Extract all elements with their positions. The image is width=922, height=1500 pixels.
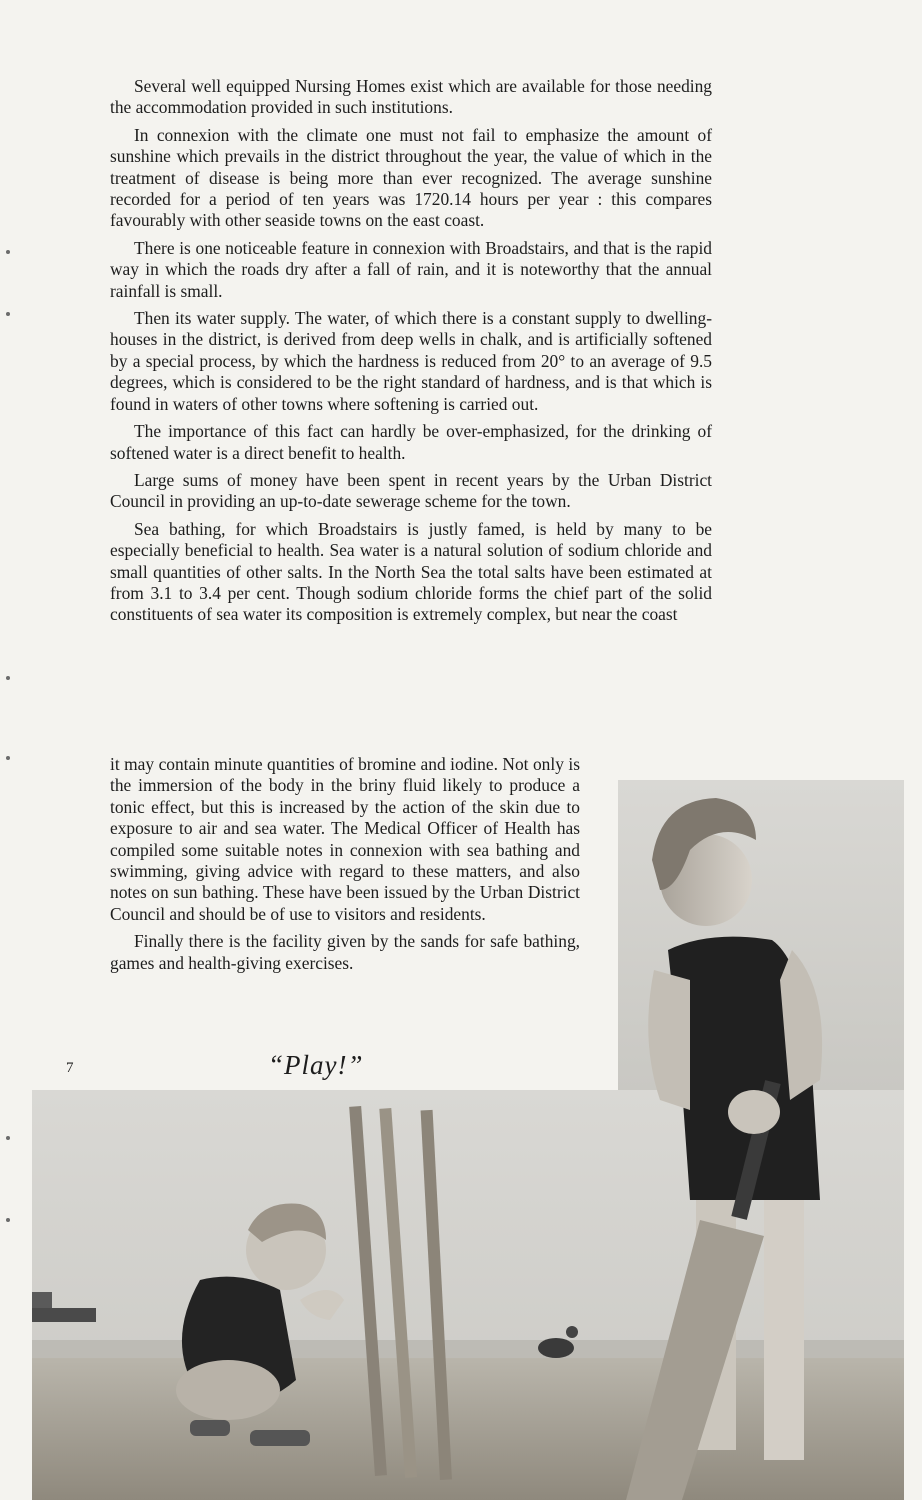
paragraph-nursing-homes: Several well equipped Nursing Homes exist which are available for those needing the accommodation provided in such institutions.	[110, 76, 712, 118]
body-text-continued	[110, 754, 580, 980]
paragraph-sea-bathing-continued: it may contain minute quantities of bromine and iodine. Not only is the immersion of the body in the briny fluid likely to produce a tonic effect, but this is increased by the action of the skin due to exposure to air and sea water. The Medical Officer of Health has compiled some suitable notes in connexion with sea bathing and swimming, giving advice with regard to these matters, and also notes on sun bathing. These have been issued by the Urban District Council and should be of use to visitors and residents.	[110, 754, 580, 924]
paragraph-softened-water: The importance of this fact can hardly be over-emphasized, for the drinking of softened water is a direct benefit to health.	[110, 421, 712, 463]
margin-mark	[6, 676, 10, 680]
paragraph-climate: In connexion with the climate one must not fail to emphasize the amount of sunshine which prevails in the district throughout the year, the value of which in the treatment of disease is being more than ever recognized. The average sunshine recorded for a period of ten years was 1720.14 hours per year : this compares favourably with other seaside towns on the east coast.	[110, 124, 712, 231]
page-number: 7	[66, 1060, 74, 1076]
paragraph-roads: There is one noticeable feature in connexion with Broadstairs, and that is the rapid way in which the roads dry after a fall of rain, and it is noteworthy that the annual rainfall is small.	[110, 237, 712, 301]
photo-caption: “Play!”	[268, 1050, 364, 1080]
margin-mark	[6, 312, 10, 316]
body-text	[110, 76, 712, 632]
paragraph-sewerage: Large sums of money have been spent in recent years by the Urban District Council in providing an up-to-date sewerage scheme for the town.	[110, 469, 712, 512]
paragraph-water-supply: Then its water supply. The water, of which there is a constant supply to dwelling-houses in the district, is derived from deep wells in chalk, and is artificially softened by a special process, by which the hardness is reduced from 20° to an average of 9.5 degrees, which is considered to be the right standard of hardness, and is that which is found in waters of other towns where softening is carried out.	[110, 308, 712, 414]
margin-mark	[6, 250, 10, 254]
paragraph-facilities: Finally there is the facility given by the sands for safe bathing, games and health-giving exercises.	[110, 931, 580, 973]
margin-mark	[6, 756, 10, 760]
paragraph-sea-bathing: Sea bathing, for which Broadstairs is justly famed, is held by many to be especially beneficial to health. Sea water is a natural solution of sodium chloride and small quantities of other salts. In the North Sea the total salts have been estimated at from 3.1 to 3.4 per cent. Though sodium chloride forms the chief part of the solid constituents of sea water its composition is extremely complex, but near the coast	[110, 518, 712, 625]
margin-mark	[6, 1136, 10, 1140]
margin-mark	[6, 1218, 10, 1222]
